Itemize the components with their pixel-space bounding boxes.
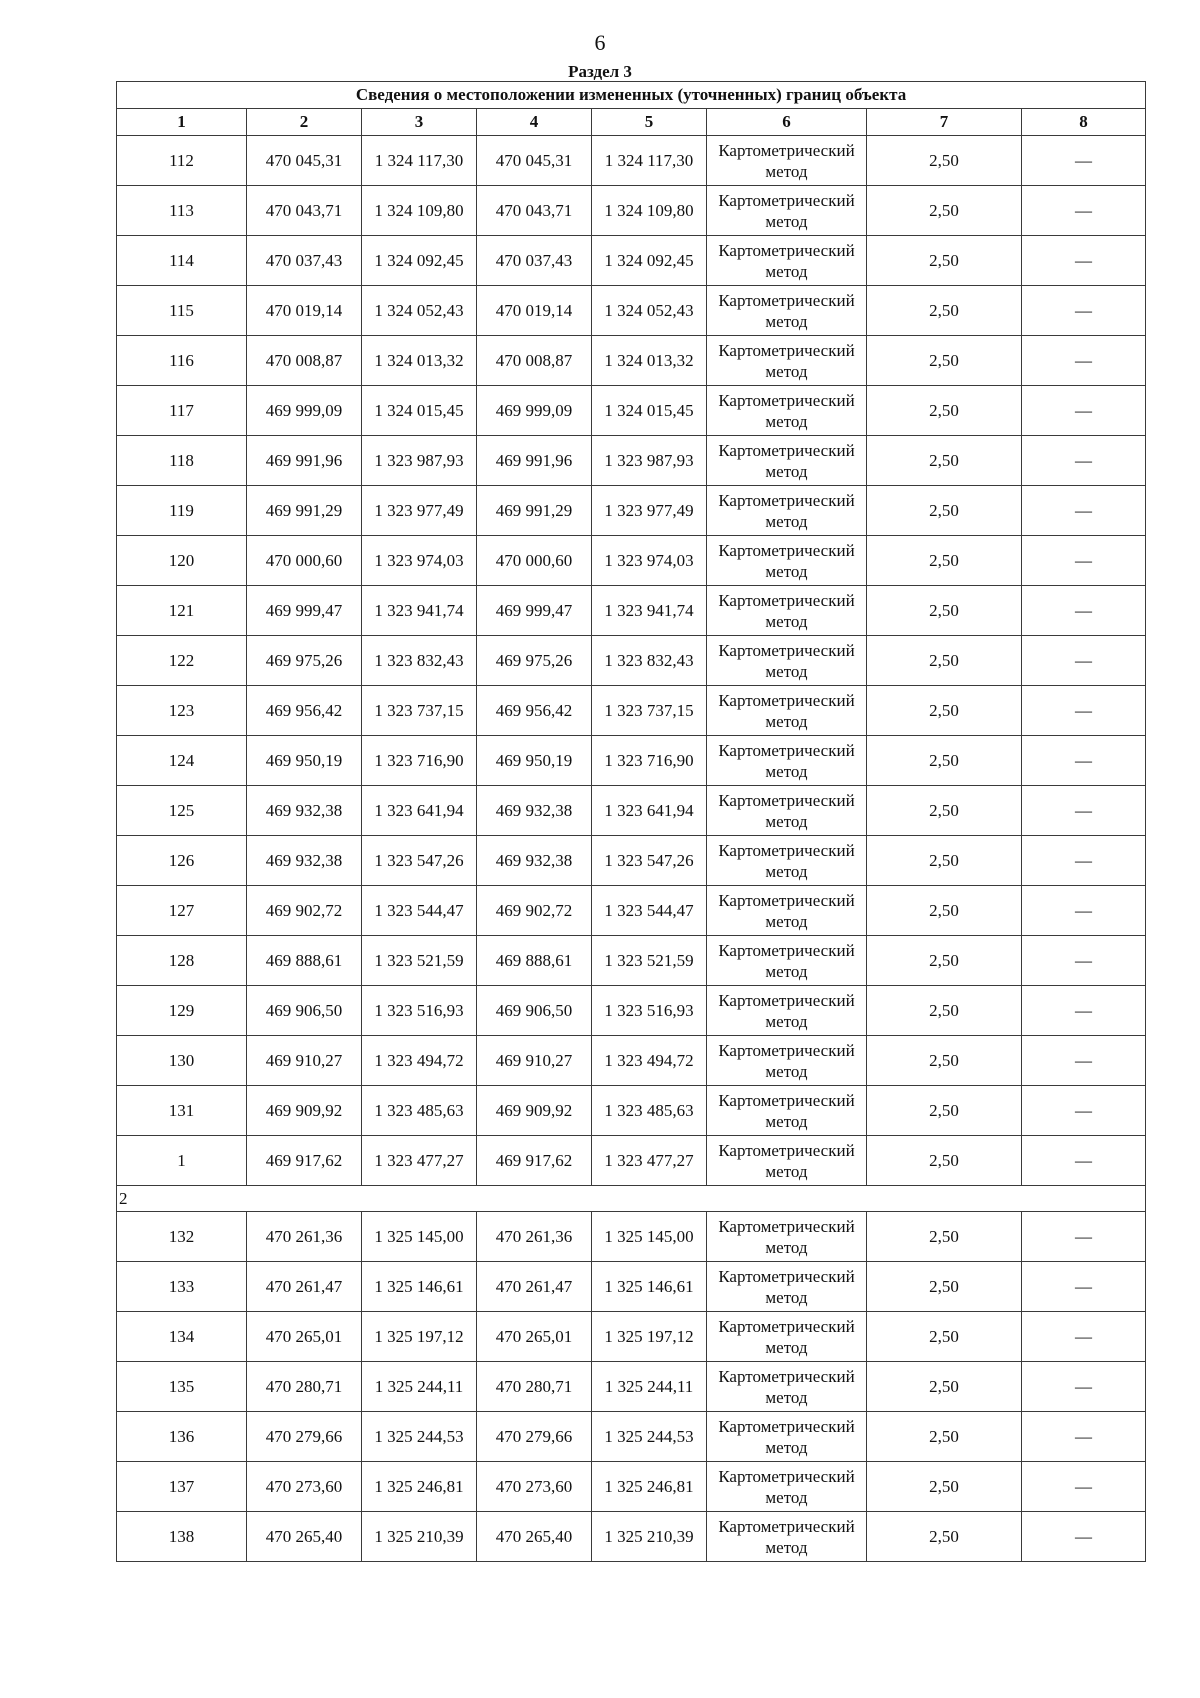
x-existing-cell: 469 991,29 [247,486,362,536]
method-cell: Картометрический метод [707,536,867,586]
accuracy-cell: 2,50 [867,886,1022,936]
y-existing-cell: 1 323 516,93 [362,986,477,1036]
y-existing-cell: 1 323 974,03 [362,536,477,586]
x-existing-cell: 470 265,01 [247,1312,362,1362]
method-cell: Картометрический метод [707,636,867,686]
point-number-cell: 121 [117,586,247,636]
x-refined-cell: 469 932,38 [477,836,592,886]
accuracy-cell: 2,50 [867,386,1022,436]
method-cell: Картометрический метод [707,1412,867,1462]
y-refined-cell: 1 324 109,80 [592,186,707,236]
table-row [117,286,1146,336]
x-refined-cell: 470 273,60 [477,1462,592,1512]
y-refined-cell: 1 324 117,30 [592,136,707,186]
y-refined-cell: 1 325 210,39 [592,1512,707,1562]
accuracy-cell: 2,50 [867,536,1022,586]
y-refined-cell: 1 324 013,32 [592,336,707,386]
description-cell: — [1022,1212,1146,1262]
description-cell: — [1022,736,1146,786]
x-existing-cell: 469 906,50 [247,986,362,1036]
x-refined-cell: 469 910,27 [477,1036,592,1086]
x-refined-cell: 469 950,19 [477,736,592,786]
method-cell: Картометрический метод [707,786,867,836]
table-row [117,936,1146,986]
description-cell: — [1022,1086,1146,1136]
point-number-cell: 126 [117,836,247,886]
table-row [117,686,1146,736]
x-existing-cell: 469 932,38 [247,786,362,836]
point-number-cell: 115 [117,286,247,336]
description-cell: — [1022,1312,1146,1362]
x-refined-cell: 470 037,43 [477,236,592,286]
method-cell: Картометрический метод [707,386,867,436]
table-row [117,336,1146,386]
description-cell: — [1022,286,1146,336]
method-cell: Картометрический метод [707,1462,867,1512]
point-number-cell: 135 [117,1362,247,1412]
description-cell: — [1022,236,1146,286]
y-refined-cell: 1 324 052,43 [592,286,707,336]
description-cell: — [1022,1036,1146,1086]
x-refined-cell: 470 008,87 [477,336,592,386]
description-cell: — [1022,686,1146,736]
x-refined-cell: 469 999,47 [477,586,592,636]
table-row [117,1312,1146,1362]
y-existing-cell: 1 325 244,53 [362,1412,477,1462]
x-existing-cell: 469 932,38 [247,836,362,886]
x-refined-cell: 470 280,71 [477,1362,592,1412]
method-cell: Картометрический метод [707,186,867,236]
contour-label: 2 [117,1186,1146,1212]
x-refined-cell: 469 902,72 [477,886,592,936]
table-row [117,986,1146,1036]
y-existing-cell: 1 324 109,80 [362,186,477,236]
description-cell: — [1022,1512,1146,1562]
column-number: 3 [362,109,477,136]
table-row [117,1262,1146,1312]
accuracy-cell: 2,50 [867,1412,1022,1462]
accuracy-cell: 2,50 [867,686,1022,736]
accuracy-cell: 2,50 [867,1362,1022,1412]
y-existing-cell: 1 323 485,63 [362,1086,477,1136]
x-existing-cell: 470 045,31 [247,136,362,186]
method-cell: Картометрический метод [707,736,867,786]
y-existing-cell: 1 323 987,93 [362,436,477,486]
x-refined-cell: 469 991,29 [477,486,592,536]
y-existing-cell: 1 323 477,27 [362,1136,477,1186]
method-cell: Картометрический метод [707,236,867,286]
point-number-cell: 136 [117,1412,247,1462]
y-existing-cell: 1 323 641,94 [362,786,477,836]
x-refined-cell: 469 932,38 [477,786,592,836]
x-existing-cell: 470 000,60 [247,536,362,586]
point-number-cell: 118 [117,436,247,486]
description-cell: — [1022,1412,1146,1462]
y-refined-cell: 1 325 197,12 [592,1312,707,1362]
x-refined-cell: 470 279,66 [477,1412,592,1462]
y-refined-cell: 1 323 832,43 [592,636,707,686]
table-row [117,1212,1146,1262]
x-refined-cell: 470 019,14 [477,286,592,336]
method-cell: Картометрический метод [707,286,867,336]
x-existing-cell: 469 909,92 [247,1086,362,1136]
column-number: 2 [247,109,362,136]
accuracy-cell: 2,50 [867,1136,1022,1186]
accuracy-cell: 2,50 [867,786,1022,836]
description-cell: — [1022,1362,1146,1412]
x-existing-cell: 470 265,40 [247,1512,362,1562]
x-refined-cell: 470 265,01 [477,1312,592,1362]
description-cell: — [1022,136,1146,186]
method-cell: Картометрический метод [707,836,867,886]
y-refined-cell: 1 323 641,94 [592,786,707,836]
accuracy-cell: 2,50 [867,586,1022,636]
description-cell: — [1022,636,1146,686]
point-number-cell: 137 [117,1462,247,1512]
table-row [117,136,1146,186]
table-row [117,736,1146,786]
y-existing-cell: 1 323 544,47 [362,886,477,936]
y-refined-cell: 1 323 987,93 [592,436,707,486]
point-number-cell: 127 [117,886,247,936]
table-row [117,386,1146,436]
table-row [117,1512,1146,1562]
point-number-cell: 124 [117,736,247,786]
accuracy-cell: 2,50 [867,1462,1022,1512]
description-cell: — [1022,886,1146,936]
point-number-cell: 131 [117,1086,247,1136]
description-cell: — [1022,436,1146,486]
description-cell: — [1022,1136,1146,1186]
point-number-cell: 1 [117,1136,247,1186]
y-refined-cell: 1 323 547,26 [592,836,707,886]
method-cell: Картометрический метод [707,486,867,536]
method-cell: Картометрический метод [707,336,867,386]
y-existing-cell: 1 323 941,74 [362,586,477,636]
column-number: 5 [592,109,707,136]
table-row [117,1362,1146,1412]
column-number: 7 [867,109,1022,136]
accuracy-cell: 2,50 [867,336,1022,386]
x-existing-cell: 470 019,14 [247,286,362,336]
y-refined-cell: 1 323 516,93 [592,986,707,1036]
y-refined-cell: 1 325 246,81 [592,1462,707,1512]
section-title: Раздел 3 [568,62,632,81]
table-row [117,536,1146,586]
point-number-cell: 123 [117,686,247,736]
point-number-cell: 113 [117,186,247,236]
point-number-cell: 117 [117,386,247,436]
x-refined-cell: 469 991,96 [477,436,592,486]
x-refined-cell: 470 045,31 [477,136,592,186]
x-existing-cell: 469 999,09 [247,386,362,436]
description-cell: — [1022,986,1146,1036]
x-existing-cell: 470 261,47 [247,1262,362,1312]
column-number: 1 [117,109,247,136]
accuracy-cell: 2,50 [867,936,1022,986]
method-cell: Картометрический метод [707,1262,867,1312]
x-refined-cell: 469 909,92 [477,1086,592,1136]
accuracy-cell: 2,50 [867,1512,1022,1562]
accuracy-cell: 2,50 [867,136,1022,186]
accuracy-cell: 2,50 [867,186,1022,236]
point-number-cell: 130 [117,1036,247,1086]
table-row [117,436,1146,486]
description-cell: — [1022,1262,1146,1312]
coordinates-table [116,81,1146,1562]
point-number-cell: 119 [117,486,247,536]
point-number-cell: 114 [117,236,247,286]
description-cell: — [1022,386,1146,436]
x-existing-cell: 470 279,66 [247,1412,362,1462]
page-number: 6 [594,30,606,55]
method-cell: Картометрический метод [707,586,867,636]
x-refined-cell: 469 906,50 [477,986,592,1036]
table-row [117,636,1146,686]
description-cell: — [1022,486,1146,536]
x-existing-cell: 470 037,43 [247,236,362,286]
description-cell: — [1022,786,1146,836]
x-refined-cell: 469 975,26 [477,636,592,686]
y-existing-cell: 1 323 547,26 [362,836,477,886]
contour-label-row [117,1186,1146,1212]
point-number-cell: 125 [117,786,247,836]
y-existing-cell: 1 323 716,90 [362,736,477,786]
y-refined-cell: 1 323 521,59 [592,936,707,986]
x-refined-cell: 469 888,61 [477,936,592,986]
x-existing-cell: 469 902,72 [247,886,362,936]
y-refined-cell: 1 323 544,47 [592,886,707,936]
table-caption-row [117,82,1146,109]
description-cell: — [1022,536,1146,586]
point-number-cell: 122 [117,636,247,686]
y-existing-cell: 1 325 246,81 [362,1462,477,1512]
x-refined-cell: 469 999,09 [477,386,592,436]
method-cell: Картометрический метод [707,1312,867,1362]
x-existing-cell: 469 950,19 [247,736,362,786]
table-row [117,886,1146,936]
y-existing-cell: 1 324 092,45 [362,236,477,286]
method-cell: Картометрический метод [707,1512,867,1562]
point-number-cell: 133 [117,1262,247,1312]
x-existing-cell: 469 999,47 [247,586,362,636]
y-existing-cell: 1 323 521,59 [362,936,477,986]
column-number: 8 [1022,109,1146,136]
description-cell: — [1022,186,1146,236]
y-existing-cell: 1 324 052,43 [362,286,477,336]
column-number: 6 [707,109,867,136]
x-existing-cell: 469 888,61 [247,936,362,986]
y-existing-cell: 1 324 117,30 [362,136,477,186]
x-existing-cell: 469 975,26 [247,636,362,686]
x-refined-cell: 469 917,62 [477,1136,592,1186]
accuracy-cell: 2,50 [867,736,1022,786]
accuracy-cell: 2,50 [867,486,1022,536]
description-cell: — [1022,1462,1146,1512]
point-number-cell: 129 [117,986,247,1036]
y-refined-cell: 1 325 145,00 [592,1212,707,1262]
y-existing-cell: 1 324 015,45 [362,386,477,436]
y-existing-cell: 1 323 832,43 [362,636,477,686]
table-row [117,1136,1146,1186]
x-refined-cell: 470 265,40 [477,1512,592,1562]
point-number-cell: 134 [117,1312,247,1362]
y-refined-cell: 1 323 977,49 [592,486,707,536]
x-refined-cell: 470 043,71 [477,186,592,236]
table-row [117,1036,1146,1086]
table-caption: Сведения о местоположении измененных (уточненных) границ объекта [117,82,1146,109]
method-cell: Картометрический метод [707,1212,867,1262]
method-cell: Картометрический метод [707,886,867,936]
method-cell: Картометрический метод [707,436,867,486]
y-refined-cell: 1 323 485,63 [592,1086,707,1136]
y-existing-cell: 1 325 197,12 [362,1312,477,1362]
description-cell: — [1022,836,1146,886]
x-existing-cell: 470 008,87 [247,336,362,386]
accuracy-cell: 2,50 [867,1262,1022,1312]
y-refined-cell: 1 325 146,61 [592,1262,707,1312]
y-existing-cell: 1 325 244,11 [362,1362,477,1412]
column-number-row [117,109,1146,136]
y-existing-cell: 1 325 146,61 [362,1262,477,1312]
table-row [117,586,1146,636]
y-refined-cell: 1 323 941,74 [592,586,707,636]
accuracy-cell: 2,50 [867,236,1022,286]
method-cell: Картометрический метод [707,986,867,1036]
x-refined-cell: 470 261,47 [477,1262,592,1312]
y-refined-cell: 1 323 494,72 [592,1036,707,1086]
method-cell: Картометрический метод [707,936,867,986]
table-row [117,236,1146,286]
method-cell: Картометрический метод [707,686,867,736]
accuracy-cell: 2,50 [867,636,1022,686]
x-existing-cell: 470 273,60 [247,1462,362,1512]
column-number: 4 [477,109,592,136]
accuracy-cell: 2,50 [867,286,1022,336]
x-existing-cell: 469 910,27 [247,1036,362,1086]
x-refined-cell: 470 261,36 [477,1212,592,1262]
table-row [117,1412,1146,1462]
accuracy-cell: 2,50 [867,1086,1022,1136]
table-row [117,186,1146,236]
method-cell: Картометрический метод [707,136,867,186]
x-existing-cell: 470 043,71 [247,186,362,236]
y-existing-cell: 1 323 737,15 [362,686,477,736]
y-refined-cell: 1 324 015,45 [592,386,707,436]
table-row [117,1086,1146,1136]
description-cell: — [1022,336,1146,386]
y-refined-cell: 1 323 716,90 [592,736,707,786]
point-number-cell: 120 [117,536,247,586]
accuracy-cell: 2,50 [867,1036,1022,1086]
table-row [117,786,1146,836]
accuracy-cell: 2,50 [867,836,1022,886]
table-row [117,836,1146,886]
y-refined-cell: 1 323 974,03 [592,536,707,586]
x-existing-cell: 469 917,62 [247,1136,362,1186]
y-existing-cell: 1 323 494,72 [362,1036,477,1086]
accuracy-cell: 2,50 [867,436,1022,486]
table-row [117,486,1146,536]
y-refined-cell: 1 325 244,53 [592,1412,707,1462]
method-cell: Картометрический метод [707,1362,867,1412]
method-cell: Картометрический метод [707,1036,867,1086]
accuracy-cell: 2,50 [867,1312,1022,1362]
point-number-cell: 112 [117,136,247,186]
x-existing-cell: 470 261,36 [247,1212,362,1262]
y-refined-cell: 1 325 244,11 [592,1362,707,1412]
y-existing-cell: 1 324 013,32 [362,336,477,386]
point-number-cell: 132 [117,1212,247,1262]
x-existing-cell: 469 956,42 [247,686,362,736]
table-row [117,1462,1146,1512]
y-refined-cell: 1 323 477,27 [592,1136,707,1186]
description-cell: — [1022,586,1146,636]
y-existing-cell: 1 323 977,49 [362,486,477,536]
x-refined-cell: 469 956,42 [477,686,592,736]
y-refined-cell: 1 324 092,45 [592,236,707,286]
accuracy-cell: 2,50 [867,1212,1022,1262]
point-number-cell: 138 [117,1512,247,1562]
x-existing-cell: 470 280,71 [247,1362,362,1412]
point-number-cell: 116 [117,336,247,386]
y-refined-cell: 1 323 737,15 [592,686,707,736]
y-existing-cell: 1 325 145,00 [362,1212,477,1262]
description-cell: — [1022,936,1146,986]
accuracy-cell: 2,50 [867,986,1022,1036]
y-existing-cell: 1 325 210,39 [362,1512,477,1562]
x-existing-cell: 469 991,96 [247,436,362,486]
method-cell: Картометрический метод [707,1136,867,1186]
point-number-cell: 128 [117,936,247,986]
x-refined-cell: 470 000,60 [477,536,592,586]
method-cell: Картометрический метод [707,1086,867,1136]
